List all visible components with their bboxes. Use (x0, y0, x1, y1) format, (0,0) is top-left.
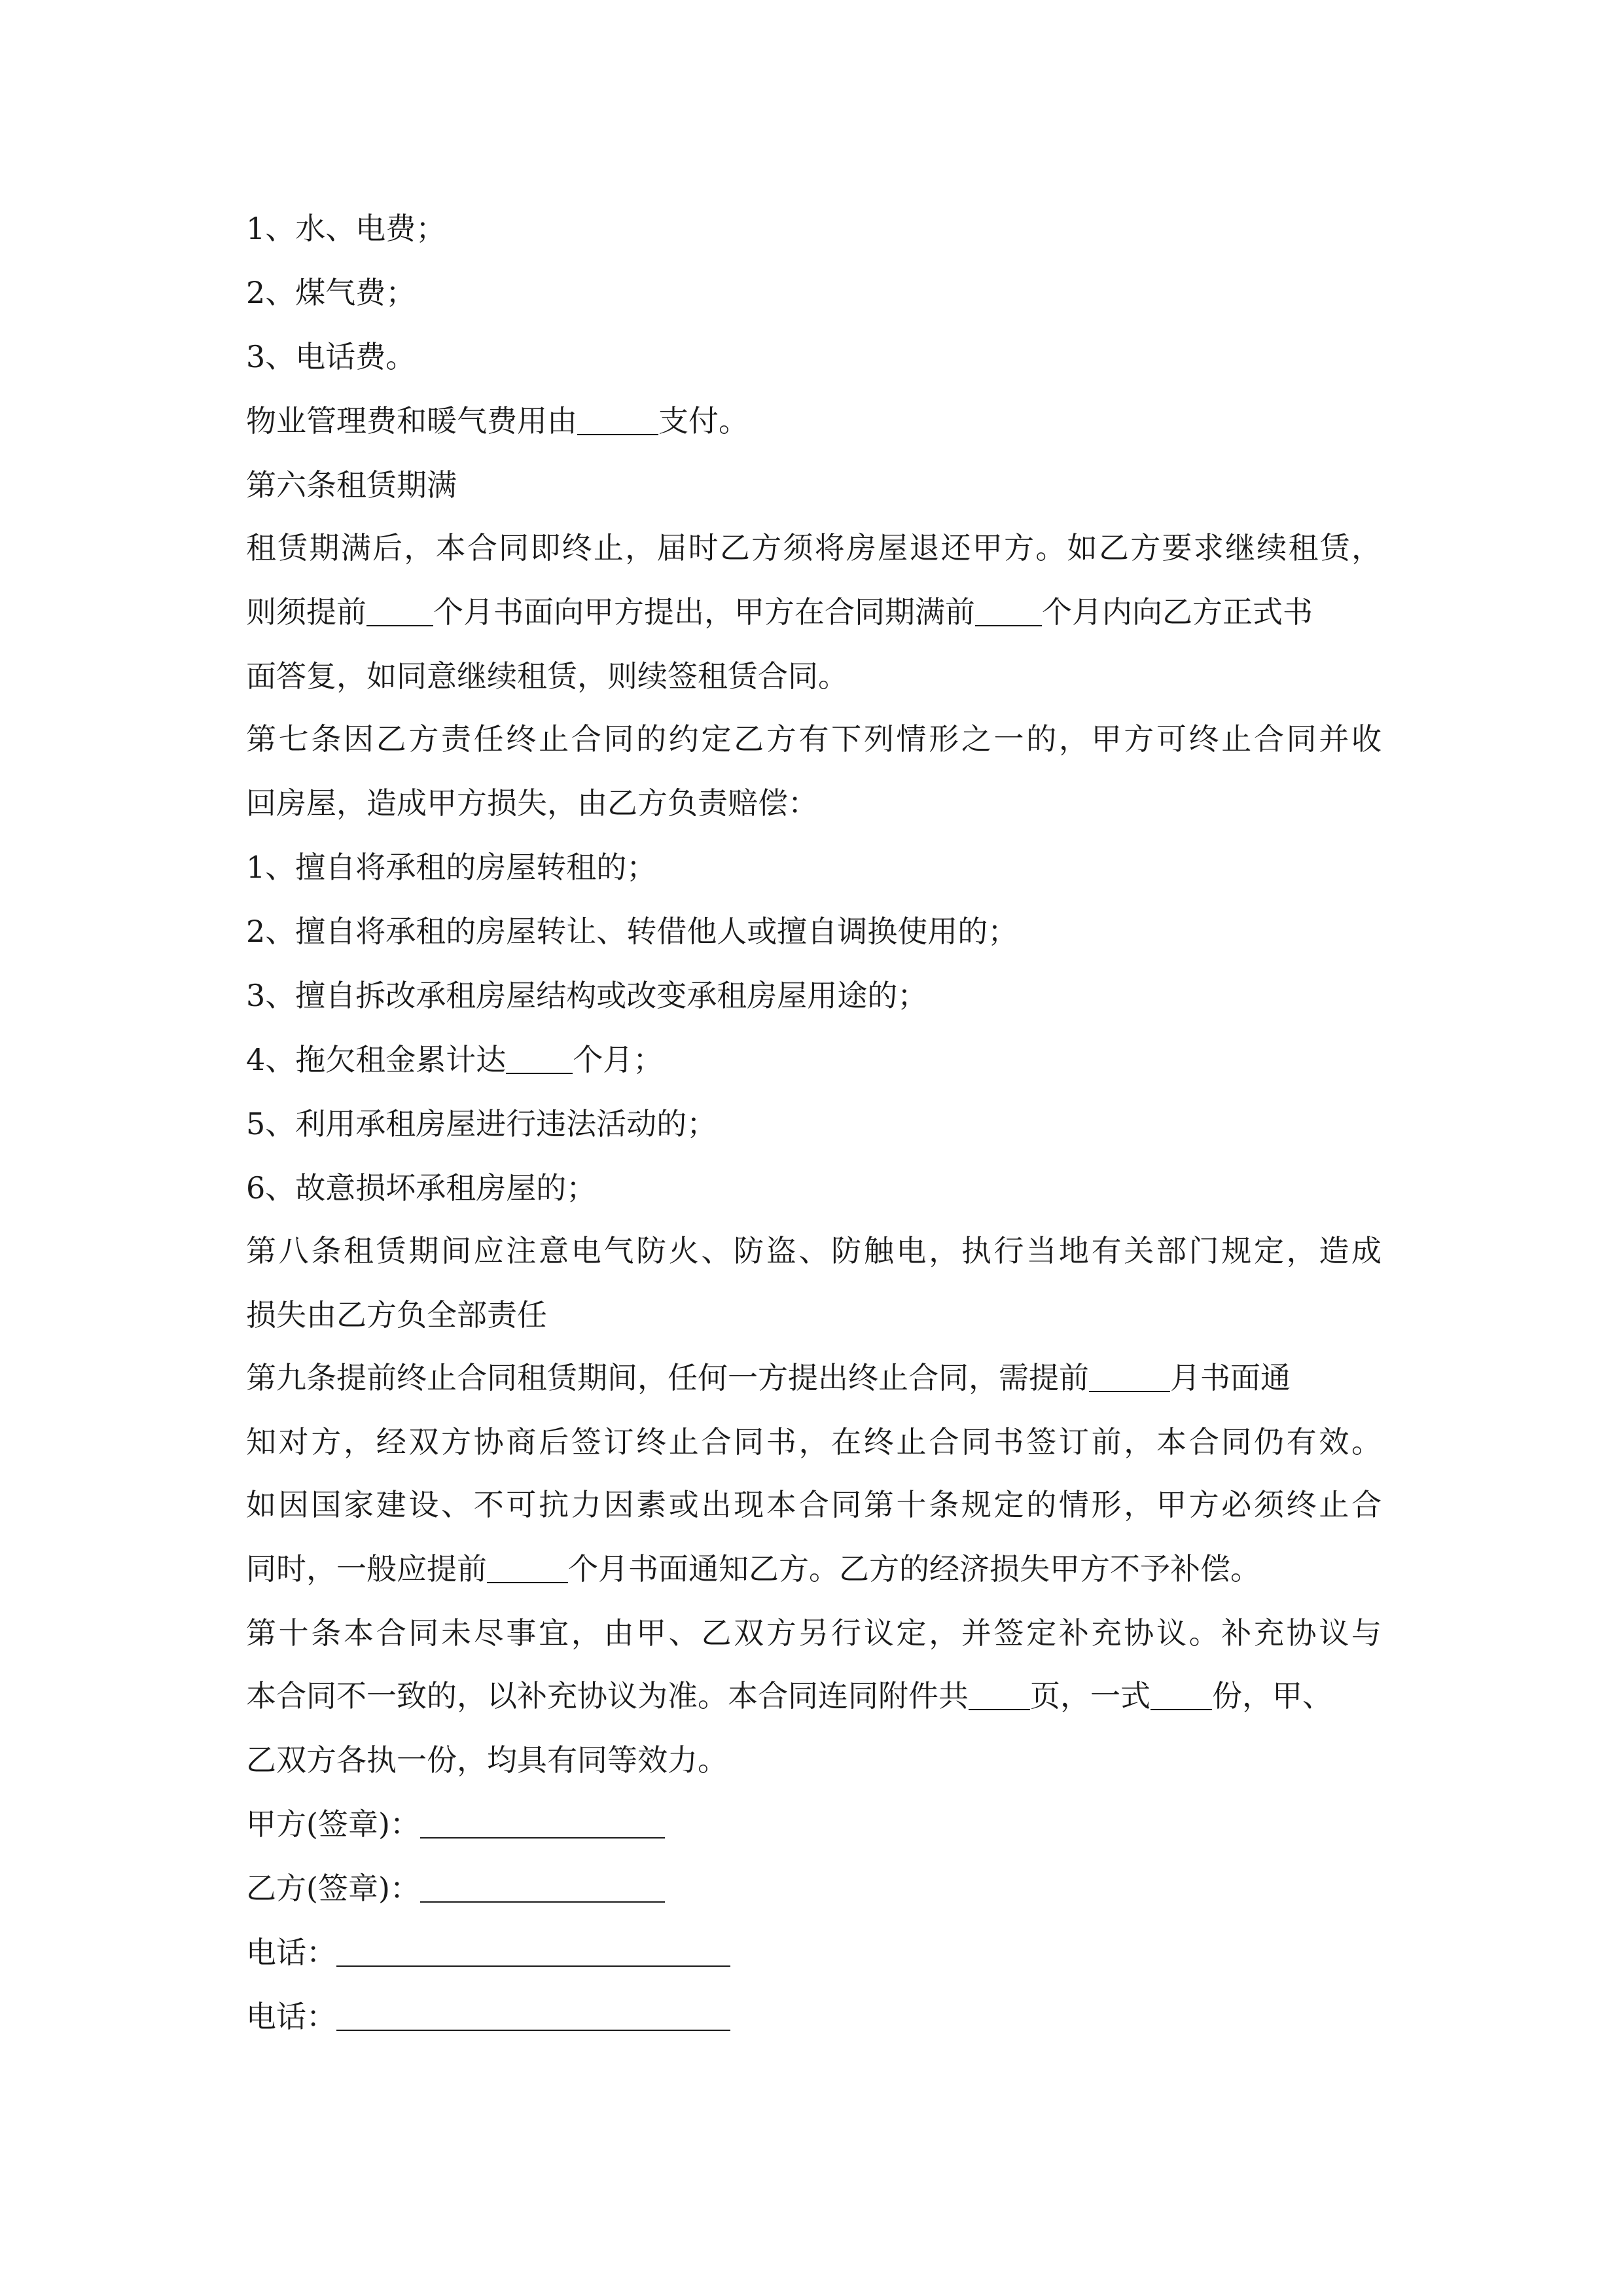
text-segment: 个月内向乙方正式书 (1042, 594, 1313, 630)
fee-item-3: 3、电话费。 (246, 339, 416, 374)
fee-item-1: 1、水、电费； (246, 211, 446, 246)
clause-6-line-3: 面答复，如同意继续租赁，则续签租赁合同。 (246, 658, 848, 694)
clause-6-line-2 (246, 592, 1313, 632)
text-segment: 4、拖欠租金累计达 (246, 1042, 507, 1077)
party-a-signature-label: 甲方(签章)： (246, 1806, 420, 1842)
party-b-signature-line (246, 1868, 665, 1909)
phone-label: 电话： (246, 1999, 336, 2034)
fill-in-blank (1150, 1679, 1212, 1710)
text-segment: 份，甲、 (1212, 1678, 1332, 1713)
phone-line-2 (246, 1996, 730, 2037)
clause-8-line-2: 损失由乙方负全部责任 (246, 1297, 547, 1333)
clause-10-line-2 (246, 1676, 1332, 1716)
party-a-signature-line (246, 1804, 665, 1844)
clause-7-item-2: 2、擅自将承租的房屋转让、转借他人或擅自调换使用的； (246, 914, 1018, 949)
clause-9-line-3: 如因国家建设、不可抗力因素或出现本合同第十条规定的情形，甲方必须终止合 (246, 1487, 1382, 1522)
fill-in-blank (506, 1043, 573, 1074)
party-b-signature-label: 乙方(签章)： (246, 1871, 420, 1906)
text-segment: 月书面通 (1170, 1360, 1291, 1395)
clause-10-line-3: 乙双方各执一份，均具有同等效力。 (246, 1742, 728, 1778)
clause-9-line-2: 知对方，经双方协商后签订终止合同书，在终止合同书签订前，本合同仍有效。 (246, 1424, 1382, 1460)
clause-9-line-1 (246, 1357, 1291, 1398)
clause-7-item-1: 1、擅自将承租的房屋转租的； (246, 850, 657, 885)
text-segment: 个月书面通知乙方。乙方的经济损失甲方不予补偿。 (568, 1551, 1260, 1587)
text-segment: 同时，一般应提前 (246, 1551, 487, 1587)
clause-6-heading: 第六条租赁期满 (246, 467, 457, 503)
fee-item-2: 2、煤气费； (246, 275, 416, 310)
fill-in-blank (487, 1552, 568, 1583)
text-segment: 第九条提前终止合同租赁期间，任何一方提出终止合同，需提前 (246, 1360, 1089, 1395)
fill-in-blank (1089, 1361, 1170, 1392)
text-segment: 页，一式 (1030, 1678, 1150, 1713)
clause-7-line-2: 回房屋，造成甲方损失，由乙方负责赔偿： (246, 785, 818, 821)
text-segment: 则须提前 (246, 594, 366, 630)
clause-7-item-4 (246, 1039, 663, 1080)
party-a-signature-blank (420, 1807, 665, 1839)
clause-8-line-1: 第八条租赁期间应注意电气防火、防盗、防触电，执行当地有关部门规定，造成 (246, 1233, 1382, 1268)
text-segment: 本合同不一致的，以补充协议为准。本合同连同附件共 (246, 1678, 969, 1713)
clause-7-item-6: 6、故意损坏承租房屋的； (246, 1170, 597, 1206)
clause-7-line-1: 第七条因乙方责任终止合同的约定乙方有下列情形之一的，甲方可终止合同并收 (246, 721, 1382, 757)
clause-7-item-3: 3、擅自拆改承租房屋结构或改变承租房屋用途的； (246, 978, 928, 1013)
fill-in-blank (577, 404, 658, 435)
fill-in-blank (366, 595, 433, 626)
property-fee-line (246, 401, 749, 441)
clause-9-line-4 (246, 1549, 1260, 1589)
text-segment: 物业管理费和暖气费用由 (246, 403, 577, 439)
text-segment: 个月书面向甲方提出，甲方在合同期满前 (433, 594, 975, 630)
phone-blank (336, 1935, 730, 1967)
phone-blank (336, 2000, 730, 2031)
clause-7-item-5: 5、利用承租房屋进行违法活动的； (246, 1106, 717, 1141)
phone-label: 电话： (246, 1935, 336, 1970)
clause-6-line-1: 租赁期满后，本合同即终止，届时乙方须将房屋退还甲方。如乙方要求继续租赁， (246, 530, 1382, 565)
party-b-signature-blank (420, 1871, 665, 1903)
text-segment: 支付。 (658, 403, 749, 439)
text-segment: 个月； (573, 1042, 664, 1077)
fill-in-blank (969, 1679, 1030, 1710)
phone-line-1 (246, 1932, 730, 1973)
fill-in-blank (975, 595, 1042, 626)
clause-10-line-1: 第十条本合同未尽事宜，由甲、乙双方另行议定，并签定补充协议。补充协议与 (246, 1615, 1382, 1651)
